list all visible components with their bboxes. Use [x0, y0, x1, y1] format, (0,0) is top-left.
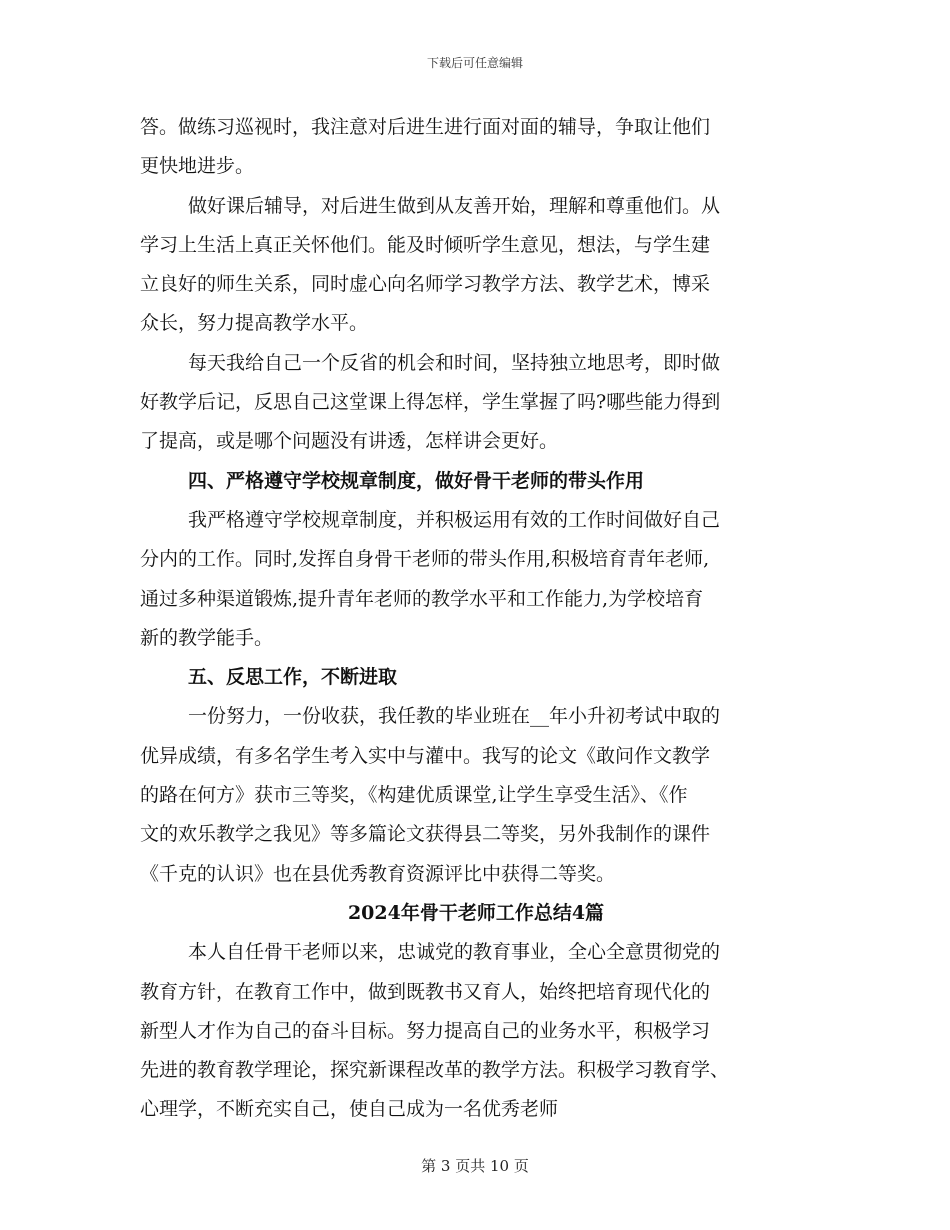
paragraph-line: 了提高，或是哪个问题没有讲透，怎样讲会更好。: [140, 430, 559, 453]
paragraph-line: 先进的教育教学理论，探究新课程改革的教学方法。积极学习教育学、: [140, 1059, 730, 1082]
paragraph-line: 文的欢乐教学之我见》等多篇论文获得县二等奖，另外我制作的课件: [140, 823, 711, 846]
section-heading: 五、反思工作，不断进取: [188, 666, 398, 689]
paragraph-line: 优异成绩，有多名学生考入实中与灌中。我写的论文《敢问作文教学: [140, 744, 711, 767]
paragraph-line: 做好课后辅导，对后进生做到从友善开始，理解和尊重他们。从: [188, 194, 721, 217]
paragraph-line: 学习上生活上真正关怀他们。能及时倾听学生意见，想法，与学生建: [140, 233, 711, 256]
paragraph-line: 每天我给自己一个反省的机会和时间，坚持独立地思考，即时做: [188, 351, 721, 374]
document-title: 2024年骨干老师工作总结4篇: [347, 901, 605, 924]
section-heading: 四、严格遵守学校规章制度，做好骨干老师的带头作用: [188, 469, 645, 492]
page-header: 下载后可任意编辑: [426, 56, 523, 70]
paragraph-line: 一份努力，一份收获，我任教的毕业班在__年小升初考试中取的: [188, 705, 721, 728]
paragraph-line: 答。做练习巡视时，我注意对后进生进行面对面的辅导，争取让他们: [140, 116, 711, 138]
paragraph-line: 众长，努力提高教学水平。: [140, 312, 369, 335]
paragraph-line: 好教学后记，反思自己这堂课上得怎样，学生掌握了吗?哪些能力得到: [140, 391, 721, 414]
paragraph-line: 立良好的师生关系，同时虚心向名师学习教学方法、教学艺术，博采: [140, 273, 711, 296]
paragraph-line: 教育方针，在教育工作中，做到既教书又育人，始终把培育现代化的: [140, 980, 711, 1003]
paragraph-line: 心理学，不断充实自己，使自己成为一名优秀老师: [140, 1098, 559, 1121]
page-footer: 第 3 页共 10 页: [421, 1157, 529, 1175]
paragraph-line: 我严格遵守学校规章制度，并积极运用有效的工作时间做好自己: [188, 508, 721, 531]
paragraph-line: 的路在何方》获市三等奖，《构建优质课堂,让学生享受生活》、《作: [140, 784, 688, 807]
paragraph-line: 更快地进步。: [140, 155, 255, 178]
paragraph-line: 新型人才作为自己的奋斗目标。努力提高自己的业务水平，积极学习: [140, 1019, 711, 1042]
paragraph-line: 分内的工作。同时,发挥自身骨干老师的带头作用,积极培育青年老师,: [140, 548, 710, 571]
document-body: [140, 108, 812, 1130]
paragraph-line: 通过多种渠道锻炼,提升青年老师的教学水平和工作能力,为学校培育: [140, 587, 704, 610]
paragraph-line: 《千克的认识》也在县优秀教育资源评比中获得二等奖。: [140, 862, 616, 885]
paragraph-line: 新的教学能手。: [140, 626, 274, 649]
paragraph-line: 本人自任骨干老师以来，忠诚党的教育事业，全心全意贯彻党的: [188, 941, 721, 964]
